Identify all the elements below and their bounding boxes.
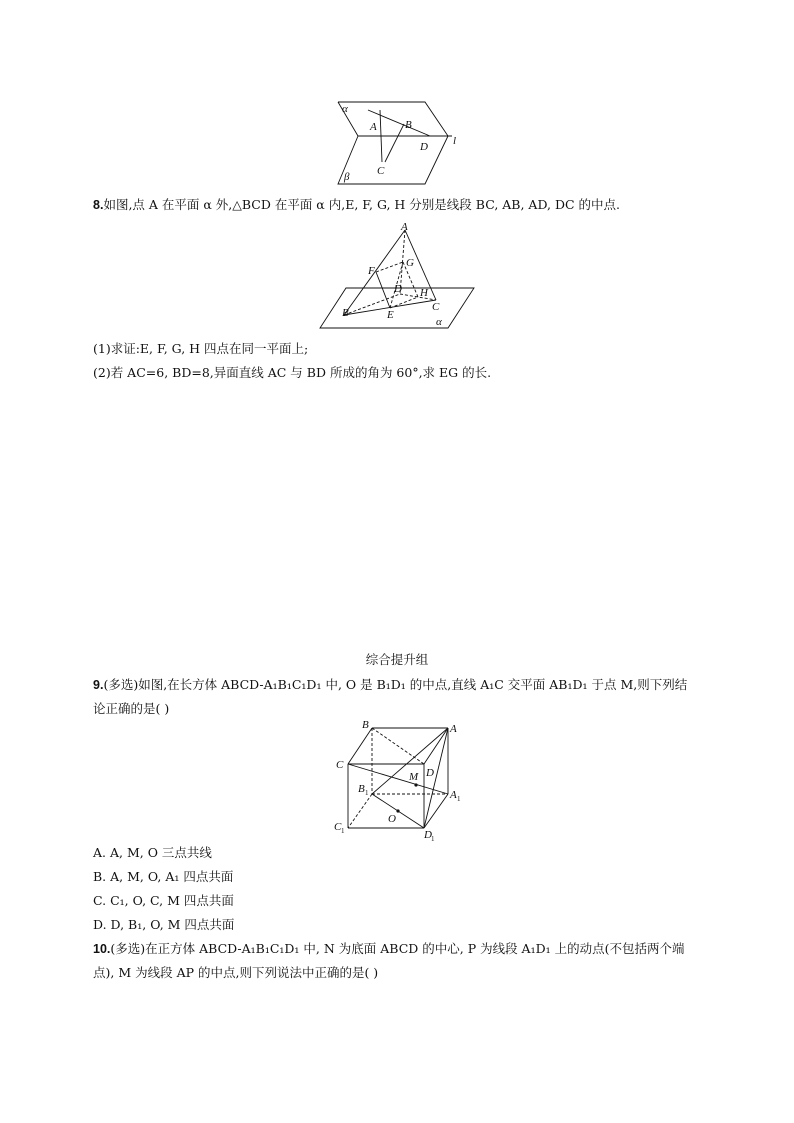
figure-dihedral-planes — [330, 98, 470, 188]
label-alpha: α — [342, 103, 348, 115]
q9-line1 — [93, 676, 687, 694]
q10-text-line1: (多选)在正方体 ABCD-A₁B₁C₁D₁ 中, N 为底面 ABCD 的中心, P 为线段 A₁D₁ 上的动点(不包括两个端 — [110, 941, 685, 956]
plane-beta-edge — [338, 136, 448, 184]
q9-option-a: A. A, M, O 三点共线 — [93, 845, 212, 860]
q9-option-d: D. D, B₁, O, M 四点共面 — [93, 917, 235, 932]
label-C1: C — [334, 821, 342, 833]
label-A: A — [401, 221, 408, 233]
label-D1: D — [424, 829, 432, 841]
label-E: E — [387, 309, 394, 321]
label-C: C — [432, 301, 440, 313]
label-B: B — [405, 119, 412, 131]
q8-statement — [93, 196, 620, 214]
label-H: H — [420, 287, 428, 299]
q9-option-b: B. A, M, O, A₁ 四点共面 — [93, 869, 234, 884]
label-A1: A — [450, 789, 457, 801]
section-title: 综合提升组 — [365, 652, 429, 667]
q9-number: 9. — [93, 678, 104, 692]
figure-q9-cuboid — [330, 718, 470, 842]
q8-number: 8. — [93, 198, 104, 212]
label-l: l — [453, 135, 457, 147]
q8-text: 如图,点 A 在平面 α 外,△BCD 在平面 α 内,E, F, G, H 分别是线段 BC, AB, AD, DC 的中点. — [103, 197, 621, 212]
label-D: D — [426, 767, 434, 779]
label-A: A — [370, 121, 377, 133]
label-B: B — [362, 719, 369, 731]
q9-line2: 论正确的是( ) — [93, 701, 170, 716]
label-C: C — [377, 165, 385, 177]
label-O: O — [388, 813, 396, 825]
label-G: G — [406, 257, 414, 269]
label-A: A — [450, 723, 457, 735]
q8-part1: (1)求证:E, F, G, H 四点在同一平面上; — [93, 341, 309, 356]
figure-q8-tetrahedron — [318, 222, 478, 332]
q9-text-line1: (多选)如图,在长方体 ABCD-A₁B₁C₁D₁ 中, O 是 B₁D₁ 的中点,直线 A₁C 交平面 AB₁D₁ 于点 M,则下列结 — [103, 677, 688, 692]
label-D: D — [394, 283, 402, 295]
label-B: B — [342, 307, 349, 319]
label-A1-sub: 1 — [457, 795, 461, 803]
label-D1-sub: 1 — [431, 835, 435, 843]
q10-number: 10. — [93, 942, 111, 956]
point-O — [396, 809, 399, 812]
label-beta: β — [344, 171, 350, 183]
label-D: D — [420, 141, 428, 153]
label-M: M — [409, 771, 419, 783]
plane-alpha-edge — [338, 102, 448, 136]
point-M — [414, 783, 417, 786]
q10-line1 — [93, 940, 684, 958]
label-B1: B — [358, 783, 365, 795]
label-C1-sub: 1 — [341, 827, 345, 835]
label-F: F — [368, 265, 375, 277]
label-C: C — [336, 759, 344, 771]
q8-part2: (2)若 AC=6, BD=8,异面直线 AC 与 BD 所成的角为 60°,求 EG 的长. — [93, 365, 492, 380]
q9-option-c: C. C₁, O, C, M 四点共面 — [93, 893, 234, 908]
label-B1-sub: 1 — [365, 789, 369, 797]
label-alpha: α — [436, 316, 442, 328]
q10-line2: 点), M 为线段 AP 的中点,则下列说法中正确的是( ) — [93, 965, 379, 980]
